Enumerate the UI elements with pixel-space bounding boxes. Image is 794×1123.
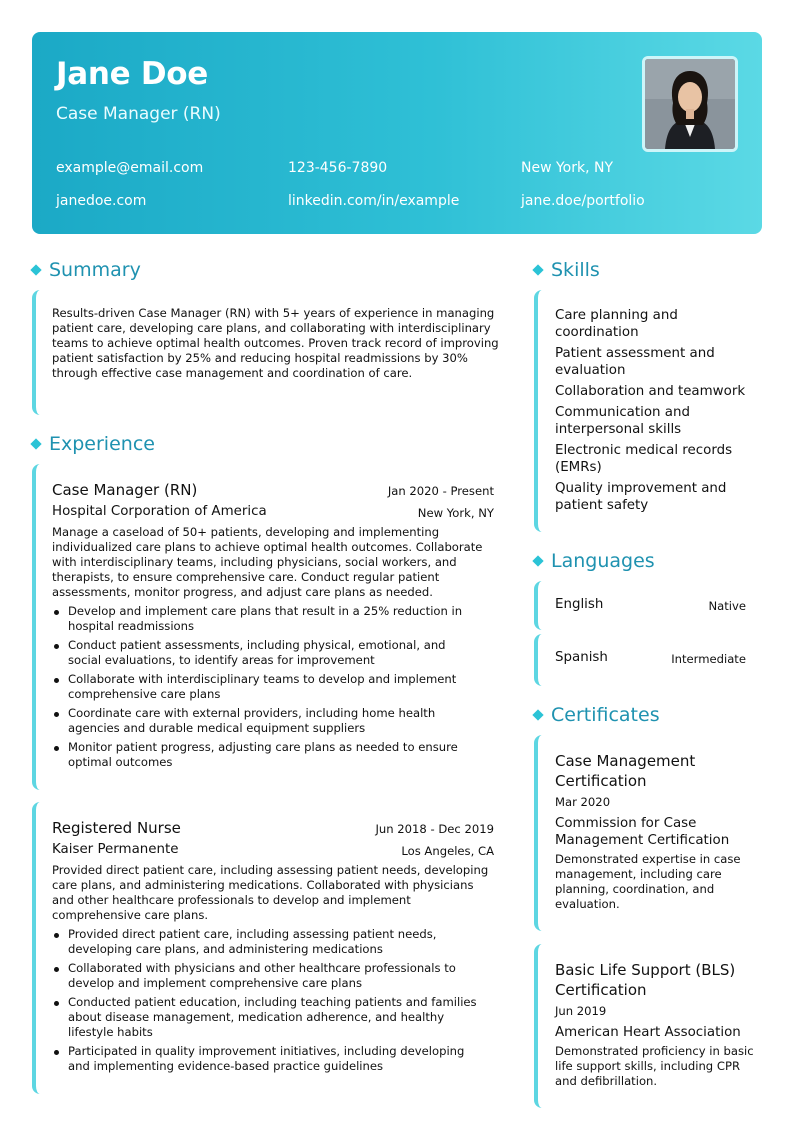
language-level: Native — [708, 599, 746, 613]
section-title-experience — [31, 433, 155, 455]
contact-portfolio[interactable]: jane.doe/portfolio — [521, 193, 645, 209]
languages-heading: Languages — [551, 550, 655, 572]
language-name: Spanish — [555, 650, 608, 665]
job-title: Registered Nurse — [52, 819, 181, 837]
list-item: Collaborated with physicians and other healthcare professionals to develop and implement comprehensive care plans — [52, 961, 482, 991]
job-bullet-list — [52, 927, 482, 1078]
job-company: Kaiser Permanente — [52, 842, 179, 857]
certificate-date: Mar 2020 — [555, 795, 611, 809]
certificate-description: Demonstrated expertise in case management, including care planning, coordination, and evaluation. — [555, 852, 741, 911]
list-item: Conduct patient assessments, including physical, emotional, and social evaluations, to identify areas for improvement — [52, 638, 482, 668]
profile-photo — [642, 56, 738, 152]
candidate-role: Case Manager (RN) — [56, 104, 221, 124]
list-item: Develop and implement care plans that result in a 25% reduction in hospital readmissions — [52, 604, 482, 634]
profile-photo-illustration — [645, 59, 735, 149]
job-description: Manage a caseload of 50+ patients, developing and implementing individualized care plans to achieve optimal health outcomes. Collaborate with interdisciplinary teams, including physicians, social workers, and therapists, to ensure comprehensive care. Conduct regular patient assessments, monitor progress, and adjust care plans as needed. — [52, 525, 483, 599]
summary-text: Results-driven Case Manager (RN) with 5+ years of experience in managing patient care, developing care plans, and collaborating with interdisciplinary teams to achieve optimal health outcomes. Proven track record of improving patient satisfaction by 25% and reducing hospital readmissions by 30% through effective case management and coordination of care. — [52, 306, 499, 380]
language-level: Intermediate — [671, 652, 746, 666]
resume-header — [32, 32, 762, 234]
skill-item: Quality improvement and patient safety — [555, 481, 727, 513]
contact-linkedin[interactable]: linkedin.com/in/example — [288, 193, 460, 209]
job-bullet-list — [52, 604, 482, 774]
diamond-bullet-icon — [532, 709, 543, 720]
diamond-bullet-icon — [532, 555, 543, 566]
list-item: Provided direct patient care, including assessing patient needs, developing care plans, and administering medications — [52, 927, 482, 957]
contact-phone[interactable]: 123-456-7890 — [288, 160, 388, 176]
contact-location: New York, NY — [521, 160, 614, 176]
certificate-date: Jun 2019 — [555, 1004, 607, 1018]
job-company: Hospital Corporation of America — [52, 504, 267, 519]
diamond-bullet-icon — [532, 264, 543, 275]
section-title-certificates — [533, 704, 660, 726]
contact-email[interactable]: example@email.com — [56, 160, 204, 176]
certificate-name: Case Management Certification — [555, 752, 696, 790]
job-description: Provided direct patient care, including assessing patient needs, developing care plans, and administering medications. Collaborated with physicians and other healthcare professionals to develop and implement comprehensive care plans. — [52, 863, 489, 922]
list-item: Conducted patient education, including teaching patients and families about disease management, medication adherence, and healthy lifestyle habits — [52, 995, 482, 1040]
experience-heading: Experience — [49, 433, 155, 455]
diamond-bullet-icon — [30, 264, 41, 275]
skills-heading: Skills — [551, 259, 600, 281]
job-title: Case Manager (RN) — [52, 481, 198, 499]
certificate-issuer: American Heart Association — [555, 1025, 741, 1040]
section-title-languages — [533, 550, 655, 572]
certificate-name: Basic Life Support (BLS) Certification — [555, 961, 736, 999]
diamond-bullet-icon — [30, 438, 41, 449]
certificates-heading: Certificates — [551, 704, 660, 726]
summary-heading: Summary — [49, 259, 141, 281]
job-location: New York, NY — [417, 506, 494, 520]
candidate-name: Jane Doe — [56, 56, 208, 92]
job-date: Jan 2020 - Present — [387, 484, 494, 498]
contact-website[interactable]: janedoe.com — [56, 193, 147, 209]
list-item: Participated in quality improvement initiatives, including developing and implementing evidence-based practice guidelines — [52, 1044, 482, 1074]
skill-item: Collaboration and teamwork — [555, 384, 746, 399]
skill-item: Electronic medical records (EMRs) — [555, 443, 733, 475]
language-name: English — [555, 597, 604, 612]
skill-item: Care planning and coordination — [555, 308, 678, 340]
list-item: Monitor patient progress, adjusting care plans as needed to ensure optimal outcomes — [52, 740, 482, 770]
job-date: Jun 2018 - Dec 2019 — [375, 822, 494, 836]
job-location: Los Angeles, CA — [401, 844, 494, 858]
skill-item: Communication and interpersonal skills — [555, 405, 690, 437]
list-item: Coordinate care with external providers, including home health agencies and durable medical equipment suppliers — [52, 706, 482, 736]
list-item: Collaborate with interdisciplinary teams to develop and implement comprehensive care plans — [52, 672, 482, 702]
skill-item: Patient assessment and evaluation — [555, 346, 715, 378]
certificate-description: Demonstrated proficiency in basic life support skills, including CPR and defibrillation. — [555, 1044, 754, 1088]
certificate-issuer: Commission for Case Management Certification — [555, 816, 730, 848]
section-title-skills — [533, 259, 600, 281]
section-title-summary — [31, 259, 141, 281]
